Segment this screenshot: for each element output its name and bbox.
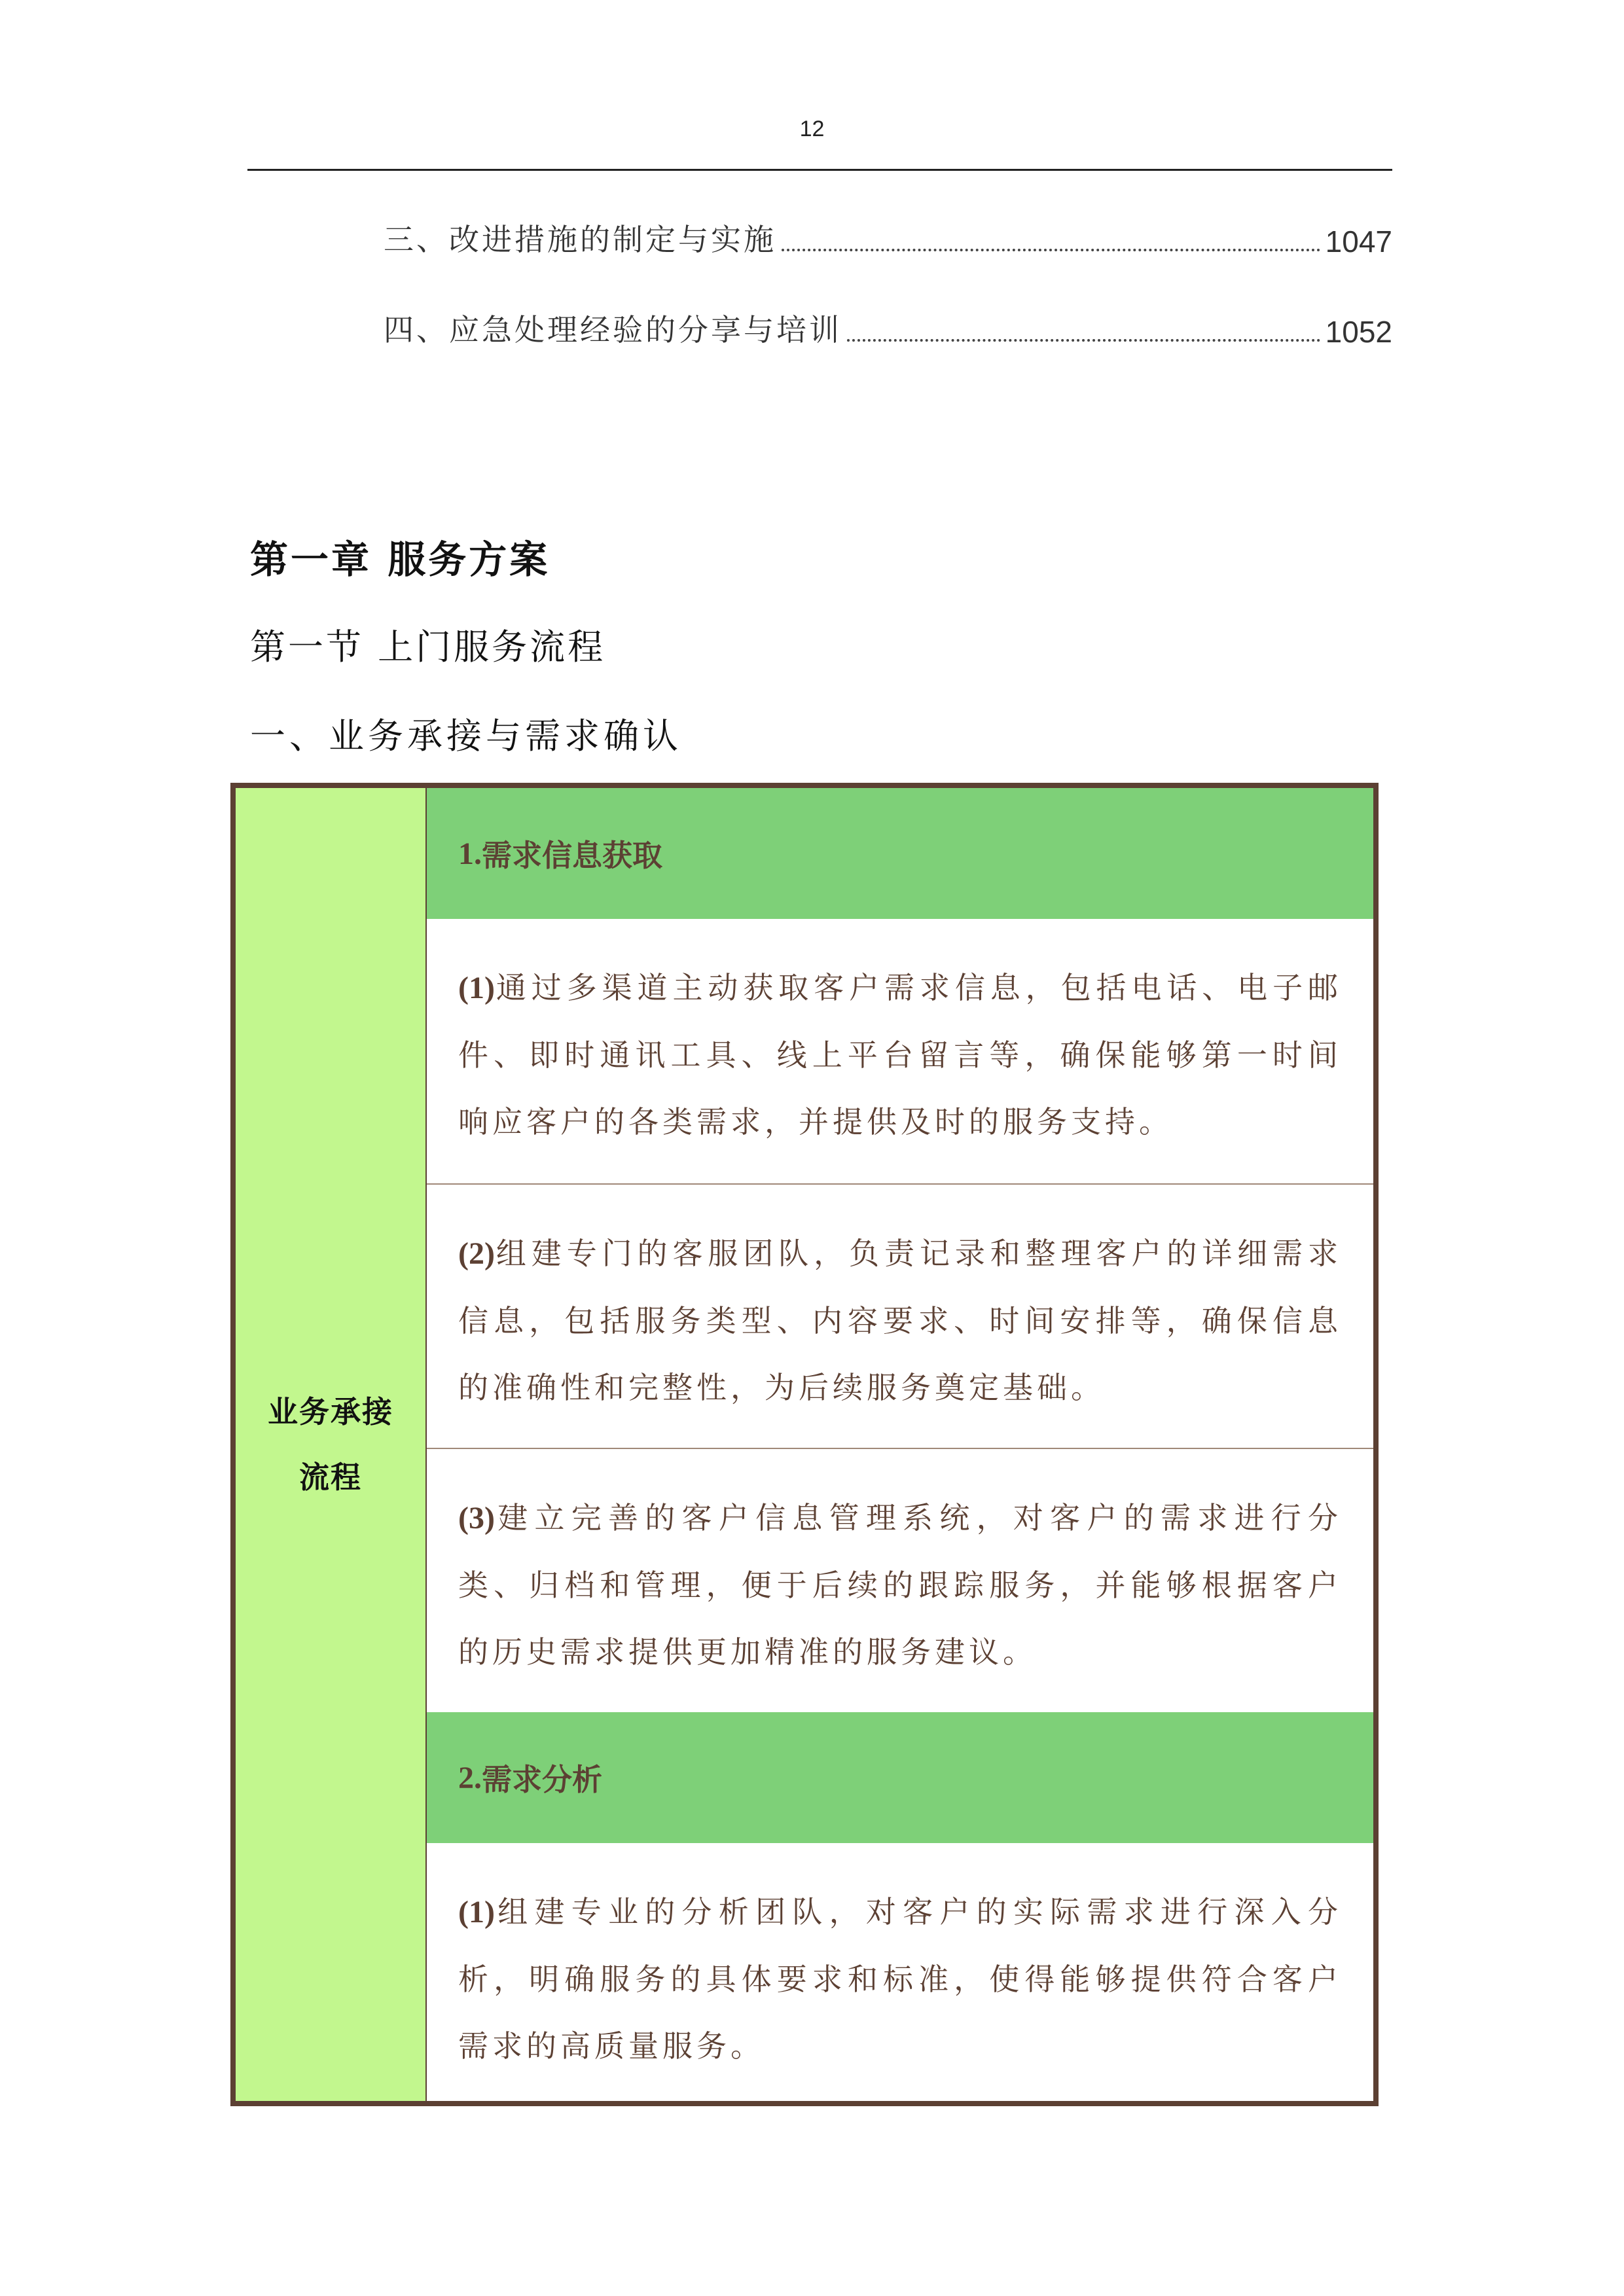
toc-entry-page: 1052	[1325, 315, 1392, 349]
process-category-label: 业务承接流程	[268, 1394, 393, 1495]
toc-entry[interactable]	[384, 217, 1392, 259]
toc-entry-text: 四、应急处理经验的分享与培训	[384, 312, 842, 348]
detail-number: (2)	[458, 1236, 495, 1271]
step-number: 2.	[458, 1760, 482, 1795]
detail-number: (1)	[458, 971, 495, 1005]
step-title: 需求信息获取	[482, 838, 662, 873]
subsection-heading: 一、业务承接与需求确认	[250, 715, 682, 757]
toc-leader-dots	[847, 339, 1320, 342]
step-number: 1.	[458, 836, 482, 871]
detail-number: (3)	[458, 1501, 495, 1535]
step-title: 需求分析	[482, 1762, 602, 1797]
header-rule	[247, 169, 1392, 171]
detail-text: 组建专门的客服团队，负责记录和整理客户的详细需求信息，包括服务类型、内容要求、时间安排等，确保信息的准确性和完整性，为后续服务奠定基础。	[458, 1236, 1342, 1405]
toc-entry-text: 三、改进措施的制定与实施	[384, 222, 776, 257]
step-heading-row	[427, 788, 1373, 919]
step-detail-row	[427, 1448, 1373, 1712]
step-detail-row	[427, 1843, 1373, 2101]
detail-text: 通过多渠道主动获取客户需求信息，包括电话、电子邮件、即时通讯工具、线上平台留言等，确保能够第一时间响应客户的各类需求，并提供及时的服务支持。	[458, 970, 1342, 1139]
detail-text: 组建专业的分析团队，对客户的实际需求进行深入分析，明确服务的具体要求和标准，使得能够提供符合客户需求的高质量服务。	[458, 1894, 1342, 2064]
toc-entry-page: 1047	[1325, 224, 1392, 259]
step-detail-row	[427, 919, 1373, 1183]
chapter-heading: 第一章 服务方案	[250, 537, 550, 582]
toc-entry[interactable]	[384, 308, 1392, 350]
toc-leader-dots	[782, 249, 1320, 251]
page-number: 12	[799, 117, 825, 141]
process-category-cell	[236, 788, 427, 2101]
detail-number: (1)	[458, 1895, 495, 1929]
step-heading-row	[427, 1712, 1373, 1843]
process-table	[230, 783, 1379, 2106]
section-heading: 第一节 上门服务流程	[250, 626, 606, 668]
detail-text: 建立完善的客户信息管理系统，对客户的需求进行分类、归档和管理，便于后续的跟踪服务，并能够根据客户的历史需求提供更加精准的服务建议。	[458, 1500, 1342, 1670]
step-detail-row	[427, 1183, 1373, 1448]
